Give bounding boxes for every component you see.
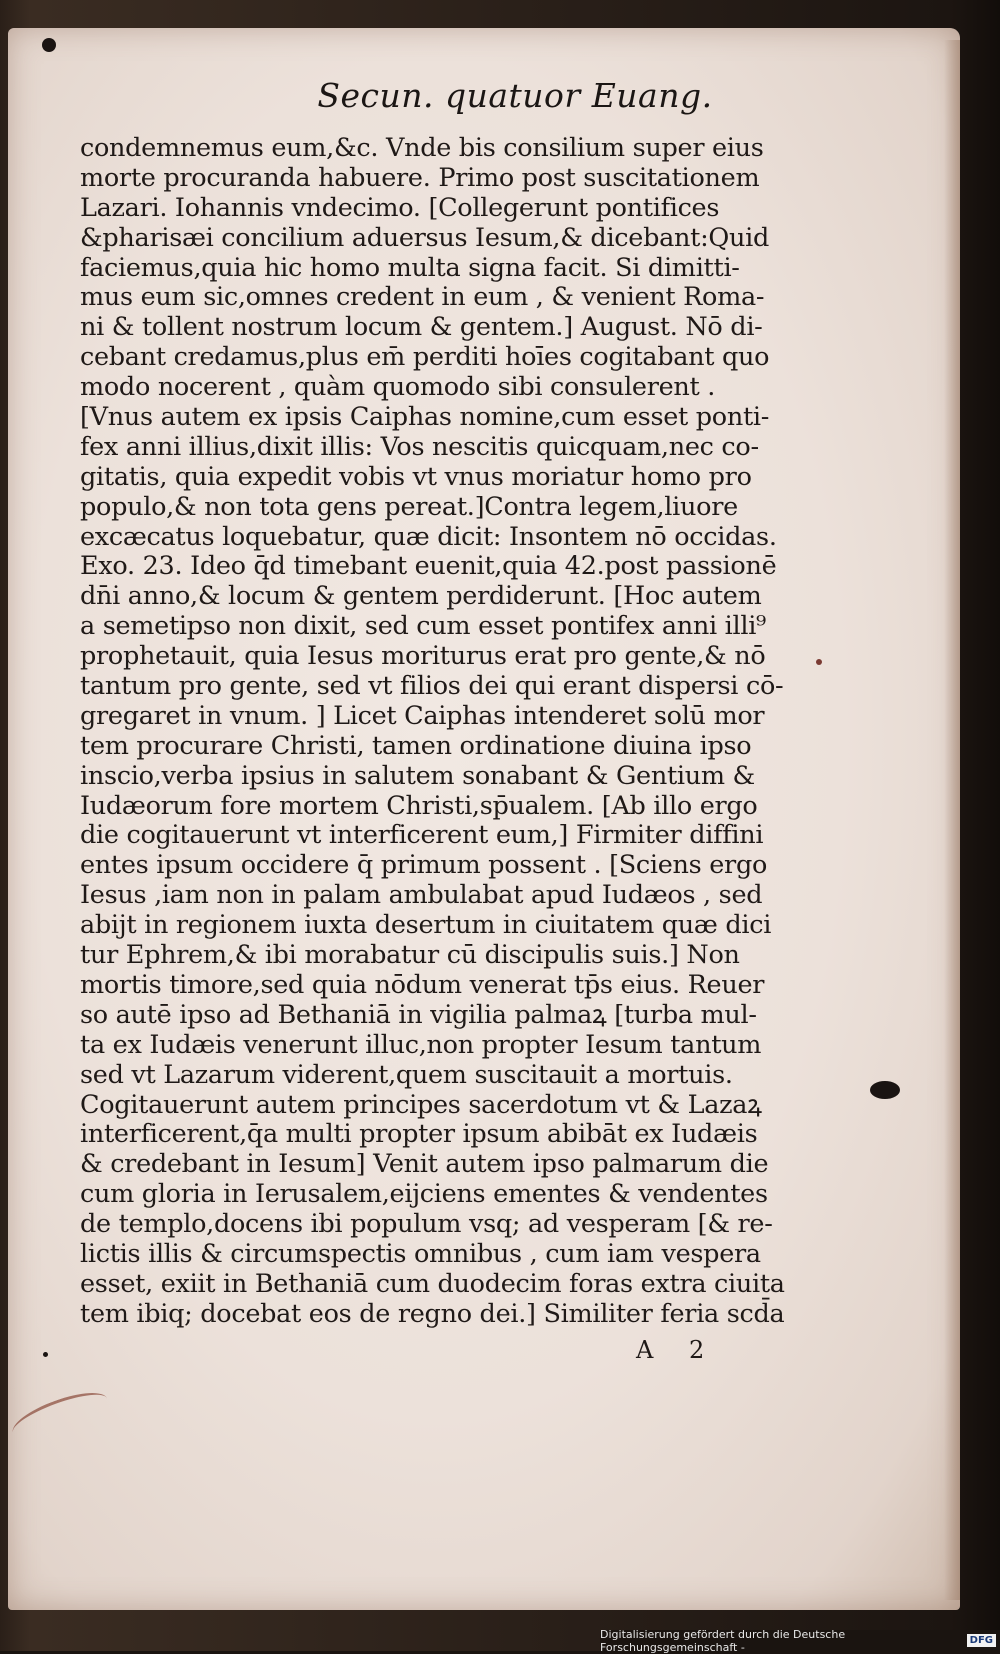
- text-line: ni & tollent nostrum locum & gentem.] August. Nō di-: [80, 312, 763, 343]
- text-line: Iesus ,iam non in palam ambulabat apud Iudæos , sed: [80, 880, 763, 911]
- text-line: prophetauit, quia Iesus moriturus erat pro gente,& nō: [80, 641, 766, 672]
- text-line: condemnemus eum,&c. Vnde bis consilium super eius: [80, 133, 764, 163]
- text-line: gregaret in vnum. ] Licet Caiphas intenderet solū mor: [80, 700, 765, 731]
- text-line: entes ipsum occidere q̄ primum possent . [Sciens ergo: [80, 850, 768, 881]
- ink-dot: [43, 1352, 48, 1357]
- text-line: populo,& non tota gens pereat.]Contra legem,liuore: [80, 491, 738, 522]
- text-line: tem procurare Christi, tamen ordinatione diuina ipso: [80, 730, 752, 761]
- text-line: [Vnus autem ex ipsis Caiphas nomine,cum esset ponti-: [80, 402, 770, 433]
- ink-blot: [42, 38, 56, 52]
- text-line: faciemus,quia hic homo multa signa facit. Si dimitti-: [80, 252, 740, 283]
- text-line: gitatis, quia expedit vobis vt vnus moriatur homo pro: [80, 461, 752, 492]
- running-head: Secun. quatuor Euang.: [317, 76, 713, 115]
- text-line: morte procuranda habuere. Primo post suscitationem: [80, 162, 760, 193]
- text-line: tem ibiq; docebat eos de regno dei.] Similiter feria scd̄a: [80, 1298, 785, 1329]
- text-line: so autē ipso ad Bethaniā in vigilia palmaꝝ [turba mul-: [80, 999, 757, 1030]
- text-line: &pharisæi concilium aduersus Iesum,& dicebant:Quid: [80, 222, 769, 253]
- text-line: dn̄i anno,& locum & gentem perdiderunt. [Hoc autem: [80, 581, 762, 612]
- text-line: Exo. 23. Ideo q̄d timebant euenit,quia 42.post passionē: [80, 551, 777, 582]
- text-line: a semetipso non dixit, sed cum esset pontifex anni illi⁹: [80, 611, 766, 642]
- text-line: cum gloria in Ierusalem,eijciens ementes & vendentes: [80, 1179, 768, 1210]
- text-line: abijt in regionem iuxta desertum in ciuitatem quæ dici: [80, 910, 772, 941]
- page-edge-shadow: [944, 40, 960, 1600]
- text-line: Iudæorum fore mortem Christi,sp̄ualem. [Ab illo ergo: [80, 790, 758, 821]
- text-line: mortis timore,sed quia nōdum venerat tp̄s eius. Reuer: [80, 969, 765, 1000]
- text-line: cebant credamus,plus em̄ perditi hoīes cogitabant quo: [80, 342, 770, 373]
- text-line: esset, exiit in Bethaniā cum duodecim foras extra ciuita: [80, 1268, 785, 1299]
- text-line: modo nocerent , quàm quomodo sibi consulerent .: [80, 372, 716, 403]
- text-line: ta ex Iudæis venerunt illuc,non propter Iesum tantum: [80, 1029, 762, 1060]
- text-line: lictis illis & circumspectis omnibus , cum iam vespera: [80, 1238, 761, 1269]
- digitization-footer: [600, 1627, 1000, 1654]
- text-line: de templo,docens ibi populum vsq; ad vesperam [& re-: [80, 1209, 773, 1240]
- text-line: sed vt Lazarum viderent,quem suscitauit a mortuis.: [80, 1059, 733, 1090]
- dfg-logo: DFG: [967, 1634, 996, 1647]
- text-line: Cogitauerunt autem principes sacerdotum vt & Lazaꝝ: [80, 1089, 762, 1120]
- text-line: die cogitauerunt vt interficerent eum,] Firmiter diffini: [80, 820, 764, 851]
- text-line: Lazari. Iohannis vndecimo. [Collegerunt pontifices: [80, 192, 720, 223]
- text-line: tur Ephrem,& ibi morabatur cū discipulis suis.] Non: [80, 940, 740, 971]
- text-line: interficerent,q̄a multi propter ipsum abibāt ex Iudæis: [80, 1119, 758, 1150]
- body-text: [80, 133, 785, 1330]
- text-line: & credebant in Iesum] Venit autem ipso palmarum die: [80, 1149, 769, 1180]
- signature-mark: A 2: [636, 1336, 719, 1364]
- text-line: mus eum sic,omnes credent in eum , & venient Roma-: [80, 282, 765, 313]
- text-line: fex anni illius,dixit illis: Vos nescitis quicquam,nec co-: [80, 431, 759, 462]
- text-line: tantum pro gente, sed vt filios dei qui erant dispersi cō-: [80, 671, 784, 702]
- text-line: inscio,verba ipsius in salutem sonabant & Gentium &: [80, 760, 755, 791]
- text-line: excæcatus loquebatur, quæ dicit: Insontem nō occidas.: [80, 521, 777, 552]
- ink-blot: [870, 1081, 900, 1099]
- red-ink-dot: [816, 659, 822, 665]
- footer-credit: Digitalisierung gefördert durch die Deutsche Forschungsgemeinschaft -: [600, 1627, 846, 1654]
